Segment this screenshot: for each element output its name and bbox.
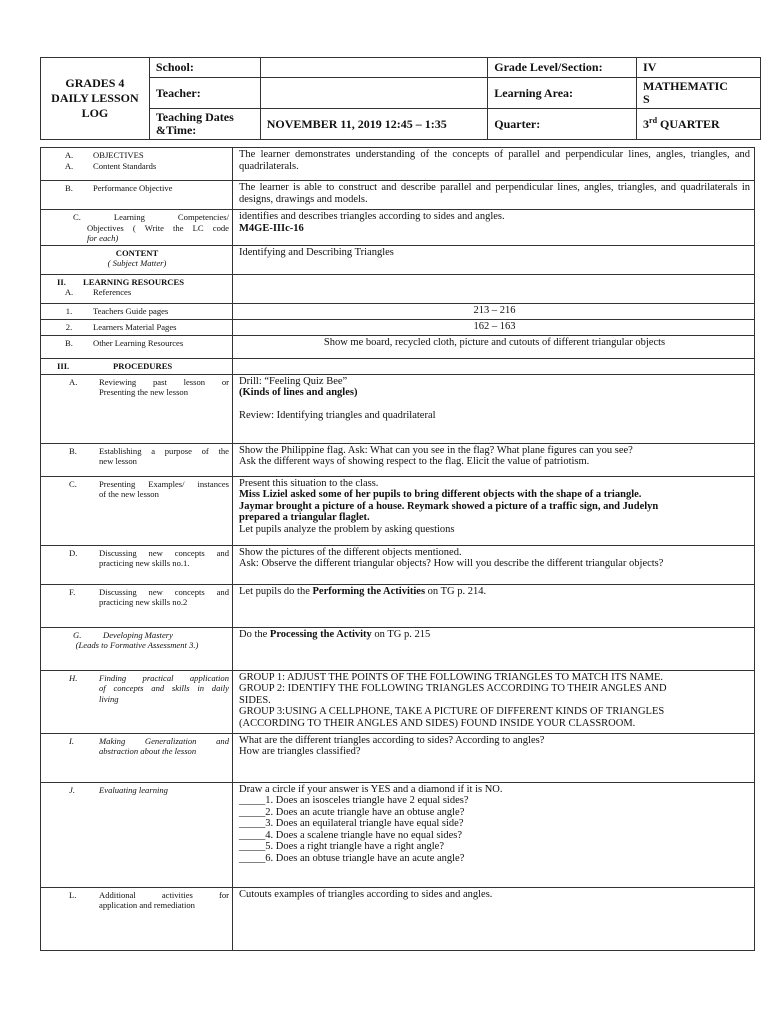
row-discussing-concepts-2: F. Discussing new concepts and practicing new skills no.2 Let pupils do the Performing the Activities on TG p. 214. [41, 584, 755, 627]
area-value: MATHEMATIC S [637, 78, 761, 109]
lesson-log-table [40, 147, 755, 951]
log-title: GRADES 4 DAILY LESSON LOG [41, 58, 150, 140]
performance-objective-text: The learner is able to construct and describe parallel and perpendicular lines, angles, triangles, and quadrilaterals in designs, drawings and models. [233, 181, 755, 210]
row-learners-material: 2. Learners Material Pages 162 – 163 [41, 319, 755, 335]
row-additional-activities: L. Additional activities for application and remediation Cutouts examples of triangles according to sides and angles. [41, 887, 755, 950]
row-reviewing-past-lesson: A. Reviewing past lesson or Presenting the new lesson Drill: “Feeling Quiz Bee” (Kinds of lines and angles) Review: Identifying triangles and quadrilateral [41, 374, 755, 443]
dates-label: Teaching Dates &Time: [149, 109, 260, 140]
quarter-value: 3rd QUARTER [637, 109, 761, 140]
evaluation-item: _____2. Does an acute triangle have an obtuse angle? [239, 806, 465, 818]
group-2-task: GROUP 2: IDENTIFY THE FOLLOWING TRIANGLES ACCORDING TO THEIR ANGLES AND [239, 683, 667, 694]
area-label: Learning Area: [488, 78, 637, 109]
school-label: School: [149, 58, 260, 78]
competency-text: identifies and describes triangles according to sides and angles. [239, 211, 505, 222]
evaluation-item: _____5. Does a right triangle have a right angle? [239, 841, 444, 852]
evaluation-instructions: Draw a circle if your answer is YES and a diamond if it is NO. [239, 783, 503, 795]
learners-material-pages: 162 – 163 [233, 319, 755, 335]
teacher-label: Teacher: [149, 78, 260, 109]
review-text: Review: Identifying triangles and quadrilateral [239, 409, 436, 421]
dates-value: NOVEMBER 11, 2019 12:45 – 1:35 [260, 109, 488, 140]
drill-topic: (Kinds of lines and angles) [239, 387, 358, 398]
evaluation-item: _____3. Does an equilateral triangle have equal side? [239, 818, 464, 829]
row-learning-competencies: C. Learning Competencies/ Objectives ( Write the LC code for each) identifies and describes triangles according to sides and angles. M4GE-IIIc-16 [41, 210, 755, 246]
evaluation-item: _____4. Does a scalene triangle have no equal sides? [239, 829, 463, 841]
quarter-label: Quarter: [488, 109, 637, 140]
evaluation-item: _____1. Does an isosceles triangle have 2 equal sides? [239, 795, 469, 806]
row-content-standards: A. OBJECTIVES A. Content Standards The learner demonstrates understanding of the concepts of parallel and perpendicular lines, angles, triangles, and quadrilaterals. [41, 148, 755, 181]
content-text: Identifying and Describing Triangles [233, 245, 755, 274]
evaluation-item: _____6. Does an obtuse triangle have an acute angle? [239, 852, 465, 864]
row-presenting-examples: C. Presenting Examples/ instances of the new lesson Present this situation to the class. Miss Liziel asked some of her pupils to bring different objects with the shape of a triangle. Jaymar brought a picture of a house. Reymark showed a picture of a traffic sign, and Judelyn prepared a triangular flaglet. Let pupils analyze the problem by asking questions [41, 476, 755, 545]
grade-value: IV [637, 58, 761, 78]
group-3-task: GROUP 3:USING A CELLPHONE, TAKE A PICTURE OF DIFFERENT KINDS OF TRIANGLES [239, 706, 665, 717]
row-procedures: III. PROCEDURES [41, 358, 755, 374]
row-establishing-purpose: B. Establishing a purpose of the new lesson Show the Philippine flag. Ask: What can you see in the flag? What plane figures can you see? Ask the different ways of showing respect to the flag. Elicit the value of patriotism. [41, 443, 755, 476]
group-1-task: GROUP 1: ADJUST THE POINTS OF THE FOLLOWING TRIANGLES TO MATCH ITS NAME. [239, 671, 664, 683]
row-evaluating-learning: J. Evaluating learning Draw a circle if your answer is YES and a diamond if it is NO. _____1. Does an isosceles triangle have 2 equal sides? _____2. Does an acute triangle have an obtuse angle? _____3. Does an equilateral triangle have equal side? _____4. Does a scalene triangle have no equal sides? _____5. Does a right triangle have a right angle? _____6. Does an obtuse triangle have an acute angle? [41, 782, 755, 887]
row-developing-mastery: G. Developing Mastery (Leads to Formative Assessment 3.) Do the Processing the Activity on TG p. 215 [41, 627, 755, 670]
row-generalization: I. Making Generalization and abstraction about the lesson What are the different triangles according to sides? According to angles? How are triangles classified? [41, 733, 755, 782]
row-teachers-guide: 1. Teachers Guide pages 213 – 216 [41, 303, 755, 319]
row-learning-resources: II. LEARNING RESOURCES A. References [41, 274, 755, 303]
row-practical-application: H. Finding practical application of concepts and skills in daily living GROUP 1: ADJUST THE POINTS OF THE FOLLOWING TRIANGLES TO MATCH ITS NAME. GROUP 2: IDENTIFY THE FOLLOWING TRIANGLES ACCORDING TO THEIR ANGLES AND SIDES. GROUP 3:USING A CELLPHONE, TAKE A PICTURE OF DIFFERENT KINDS OF TRIANGLES (ACCORDING TO THEIR ANGLES AND SIDES) FOUND INSIDE YOUR CLASSROOM. [41, 670, 755, 733]
row-other-resources: B. Other Learning Resources Show me board, recycled cloth, picture and cutouts of different triangular objects [41, 335, 755, 358]
content-standards-text: The learner demonstrates understanding of the concepts of parallel and perpendicular lines, angles, triangles, and quadrilaterals. [233, 148, 755, 181]
school-value [260, 58, 488, 78]
additional-activities-text: Cutouts examples of triangles according to sides and angles. [233, 887, 755, 950]
other-resources-text: Show me board, recycled cloth, picture and cutouts of different triangular objects [233, 335, 755, 358]
header-table [40, 57, 761, 140]
teacher-value [260, 78, 488, 109]
drill-text: Drill: “Feeling Quiz Bee” [239, 375, 348, 387]
grade-label: Grade Level/Section: [488, 58, 637, 78]
row-discussing-concepts-1: D. Discussing new concepts and practicing new skills no.1. Show the pictures of the different objects mentioned. Ask: Observe the different triangular objects? How will you describe the different triangular objects? [41, 545, 755, 584]
row-performance-objective: B. Performance Objective The learner is able to construct and describe parallel and perpendicular lines, angles, triangles, and quadrilaterals in designs, drawings and models. [41, 181, 755, 210]
row-content: CONTENT ( Subject Matter) Identifying and Describing Triangles [41, 245, 755, 274]
lc-code: M4GE-IIIc-16 [239, 222, 304, 234]
teachers-guide-pages: 213 – 216 [233, 303, 755, 319]
